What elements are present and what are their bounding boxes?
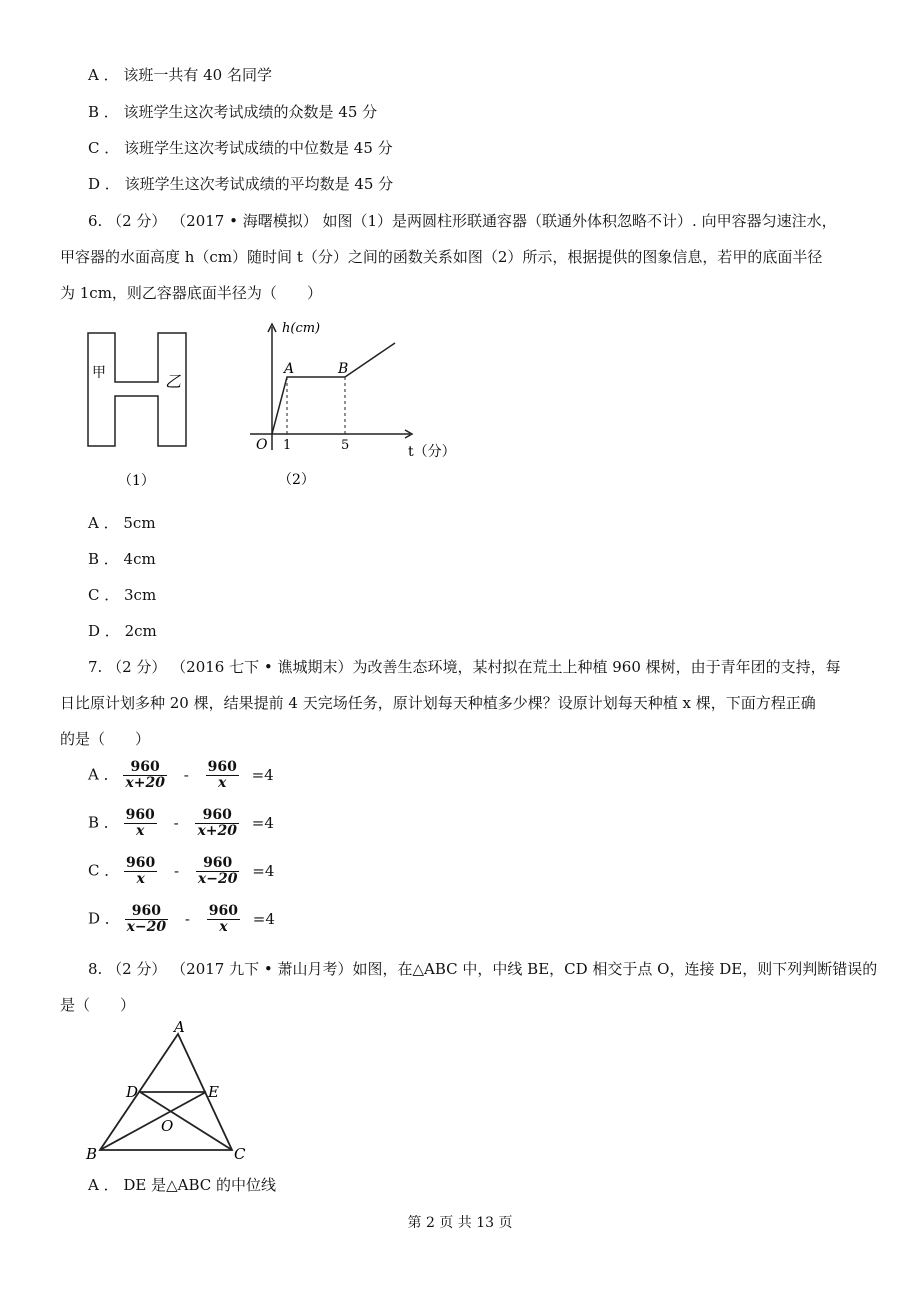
- q8-triangle-figure: [82, 1020, 252, 1165]
- q6-stem-line2: 甲容器的水面高度 h（cm）随时间 t（分）之间的函数关系如图（2）所示，根据提供的图象信息，若甲的底面半径: [60, 248, 823, 266]
- q7-stem-line1: 7. （2 分） （2016 七下 • 谯城期末）为改善生态环境，某村拟在荒土上种植 960 棵树，由于青年团的支持，每: [88, 658, 841, 676]
- fraction: $\frac{960}{x+20}$: [125, 759, 165, 791]
- q7-option-d: D ． $\frac{960}{x-20}$ - $\frac{960}{x}$ =4: [88, 903, 275, 935]
- q6-option-a: A ． 5cm: [88, 514, 156, 532]
- q6-option-d: D ． 2cm: [88, 622, 157, 640]
- vertex-c-label: C: [234, 1145, 246, 1163]
- point-d-label: D: [126, 1083, 139, 1101]
- q6-figure-2-graph: [240, 315, 470, 495]
- q5-option-b: B ． 该班学生这次考试成绩的众数是 45 分: [88, 103, 378, 121]
- q7-stem-line2: 日比原计划多种 20 棵，结果提前 4 天完场任务，原计划每天种植多少棵？设原计划每天种植 x 棵，下面方程正确: [60, 694, 816, 712]
- fraction: $\frac{960}{x}$: [207, 759, 237, 791]
- label-jia: 甲: [92, 365, 106, 381]
- q8-stem-line2: 是（ ）: [60, 996, 136, 1014]
- x-axis-label: t（分）: [408, 444, 456, 460]
- point-b-label: B: [338, 361, 349, 377]
- label-yi: 乙: [165, 372, 182, 391]
- fraction: $\frac{960}{x}$: [126, 855, 156, 887]
- tick-1: 1: [283, 438, 292, 453]
- q7-option-c: C ． $\frac{960}{x}$ - $\frac{960}{x-20}$ =4: [88, 855, 275, 887]
- vertex-b-label: B: [86, 1145, 98, 1163]
- q6-stem-line1: 6. （2 分） （2017 • 海曙模拟） 如图（1）是两圆柱形联通容器（联通外体积忽略不计）. 向甲容器匀速注水，: [88, 212, 837, 230]
- point-o-label: O: [161, 1117, 174, 1135]
- q6-option-b: B ． 4cm: [88, 550, 156, 568]
- fraction: $\frac{960}{x-20}$: [197, 855, 238, 887]
- y-axis-label: h(cm): [282, 321, 321, 336]
- fraction: $\frac{960}{x+20}$: [197, 807, 238, 839]
- vertex-a-label: A: [174, 1020, 185, 1036]
- q7-stem-line3: 的是（ ）: [60, 730, 151, 748]
- page-footer: 第 2 页 共 13 页: [407, 1215, 513, 1231]
- q5-option-d: D ． 该班学生这次考试成绩的平均数是 45 分: [88, 175, 394, 193]
- fig1-caption: （1）: [118, 473, 155, 489]
- q6-figure-1-containers: [80, 325, 200, 495]
- point-a-label: A: [284, 361, 295, 377]
- q6-option-c: C ． 3cm: [88, 586, 157, 604]
- q6-stem-line3: 为 1cm，则乙容器底面半径为（ ）: [60, 284, 322, 302]
- point-e-label: E: [208, 1083, 219, 1101]
- q5-option-a: A ． 该班一共有 40 名同学: [88, 66, 272, 84]
- tick-5: 5: [341, 438, 350, 453]
- q7-option-a: A ． $\frac{960}{x+20}$ - $\frac{960}{x}$ =4: [88, 759, 274, 791]
- q7-option-b: B ． $\frac{960}{x}$ - $\frac{960}{x+20}$ =4: [88, 807, 274, 839]
- fraction: $\frac{960}{x-20}$: [126, 903, 167, 935]
- q8-stem-line1: 8. （2 分） （2017 九下 • 萧山月考）如图，在△ABC 中，中线 BE，CD 相交于点 O，连接 DE，则下列判断错误的: [88, 960, 878, 978]
- fraction: $\frac{960}{x}$: [208, 903, 239, 935]
- q8-option-a: A ． DE 是△ABC 的中位线: [88, 1176, 277, 1194]
- q5-option-c: C ． 该班学生这次考试成绩的中位数是 45 分: [88, 139, 393, 157]
- graph-line: [272, 343, 395, 434]
- origin-label: O: [256, 437, 268, 453]
- fig2-caption: （2）: [278, 472, 315, 488]
- fraction: $\frac{960}{x}$: [125, 807, 155, 839]
